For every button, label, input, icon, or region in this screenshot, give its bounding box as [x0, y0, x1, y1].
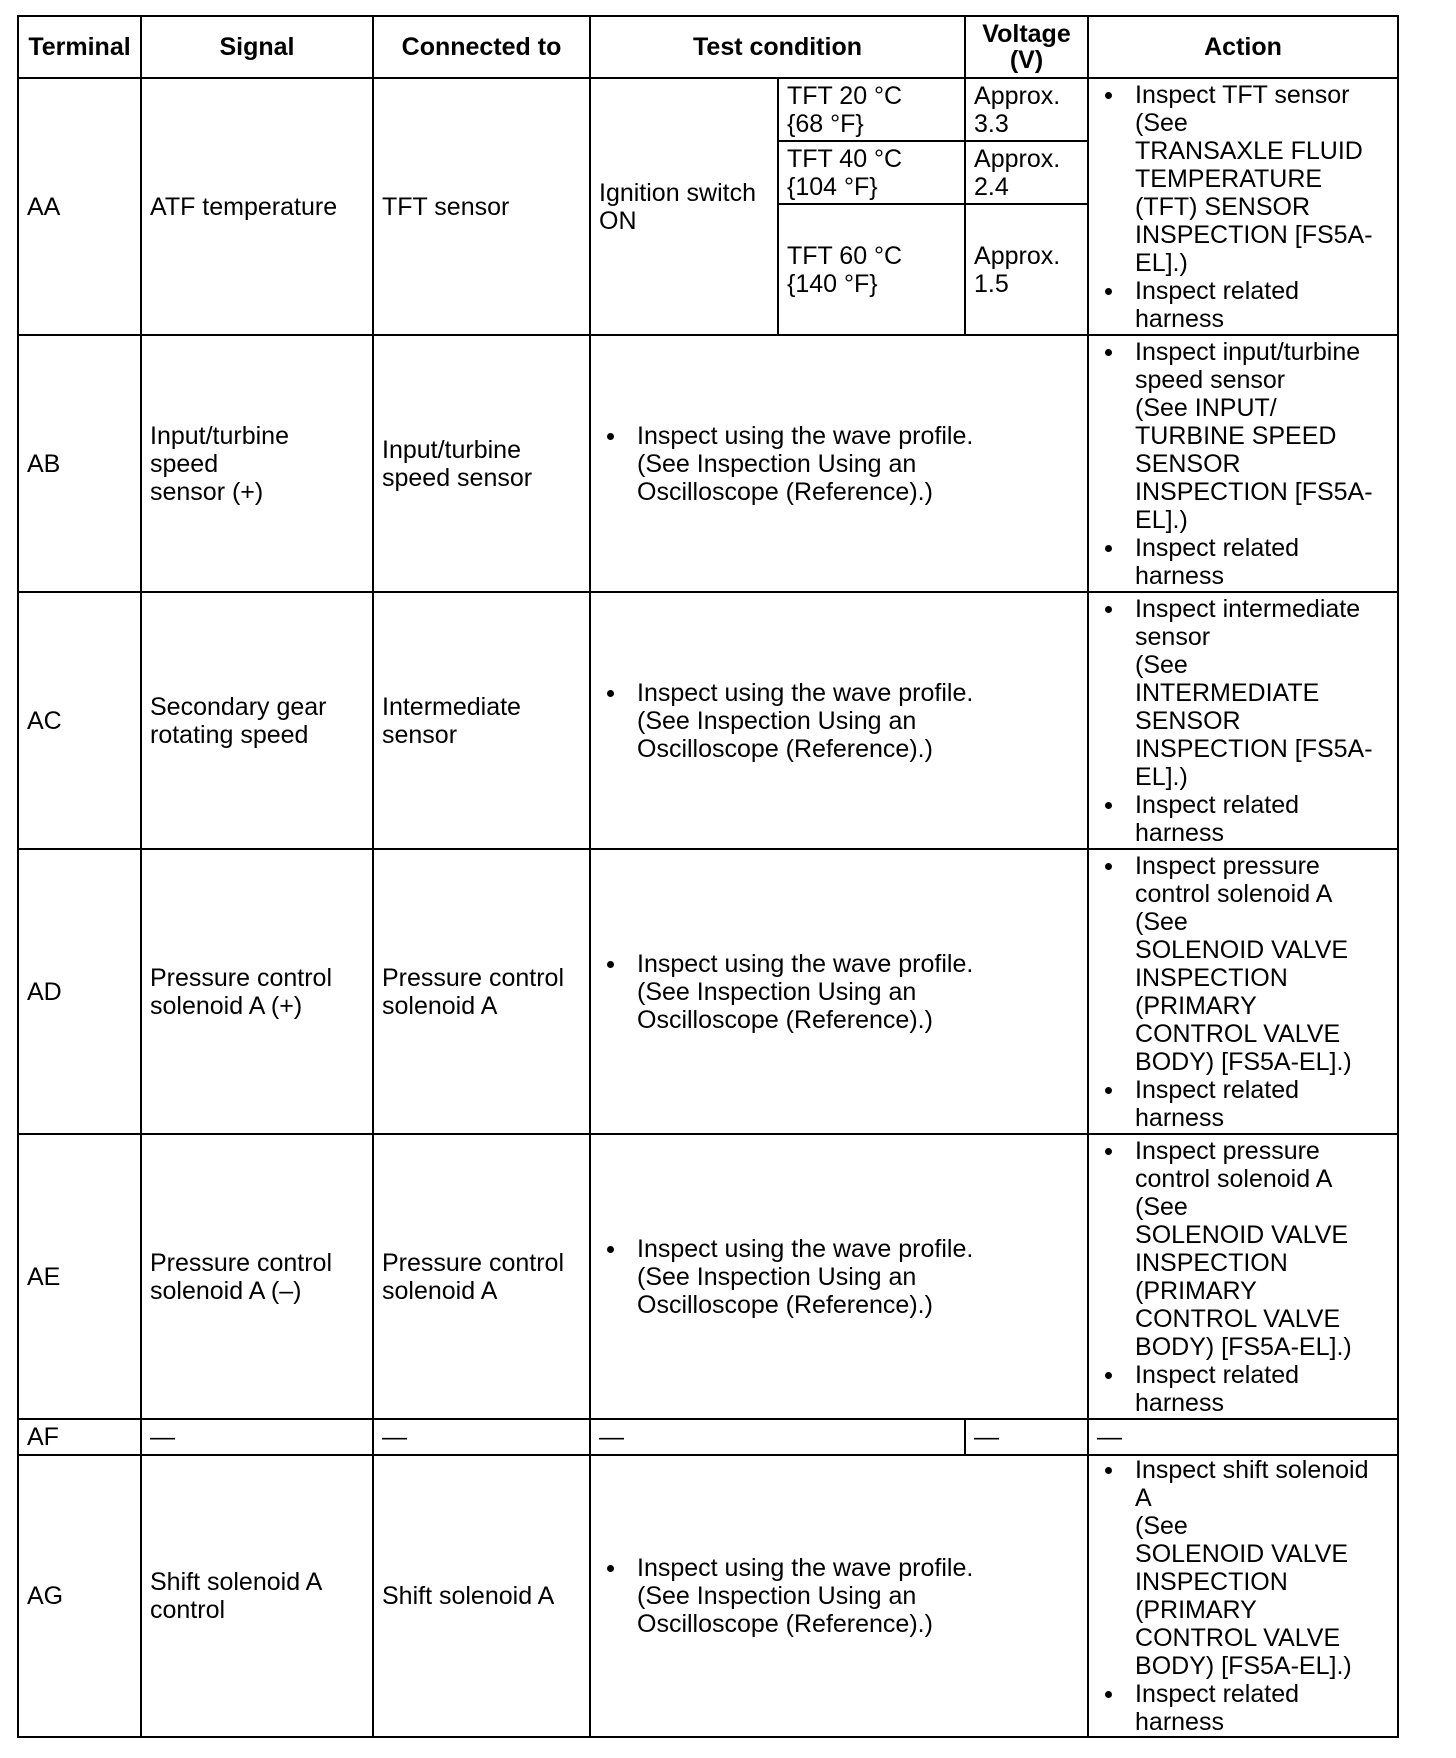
action-cell [1088, 78, 1398, 335]
terminal-cell: AC [18, 592, 141, 849]
signal-cell: Secondary gear rotating speed [141, 592, 373, 849]
signal-cell: Pressure control solenoid A (–) [141, 1134, 373, 1419]
test-condition-cell [590, 849, 1088, 1134]
header-row [18, 16, 1398, 78]
connected-to-cell: Intermediate sensor [373, 592, 590, 849]
action-item: Inspect related harness [1097, 1680, 1389, 1736]
action-cell [1088, 849, 1398, 1134]
action-item: Inspect related harness [1097, 534, 1389, 590]
test-condition-cell [590, 1455, 1088, 1737]
action-item: Inspect input/turbine speed sensor (See INPUT/ TURBINE SPEED SENSOR INSPECTION [FS5A- EL].) [1097, 338, 1389, 534]
condition-item: Inspect using the wave profile. (See Inspection Using an Oscilloscope (Reference).) [599, 1235, 1079, 1319]
signal-cell: Shift solenoid A control [141, 1455, 373, 1737]
signal-cell: Pressure control solenoid A (+) [141, 849, 373, 1134]
table-row [18, 335, 1398, 592]
connected-to-cell: TFT sensor [373, 78, 590, 335]
action-item: Inspect related harness [1097, 1361, 1389, 1417]
header-terminal: Terminal [18, 16, 141, 78]
terminal-cell: AB [18, 335, 141, 592]
header-signal: Signal [141, 16, 373, 78]
action-cell [1088, 1455, 1398, 1737]
action-item: Inspect intermediate sensor (See INTERMEDIATE SENSOR INSPECTION [FS5A- EL].) [1097, 595, 1389, 791]
connected-to-cell: Pressure control solenoid A [373, 849, 590, 1134]
terminal-cell: AD [18, 849, 141, 1134]
tft-condition-cell: TFT 20 °C {68 °F} [778, 78, 965, 141]
table-row [18, 1134, 1398, 1419]
terminal-spec-table [17, 15, 1399, 1738]
header-test-condition: Test condition [590, 16, 965, 78]
table-row [18, 1455, 1398, 1737]
action-item: Inspect related harness [1097, 277, 1389, 333]
action-cell [1088, 335, 1398, 592]
table-row [18, 78, 1398, 141]
header-connected-to: Connected to [373, 16, 590, 78]
signal-cell: ATF temperature [141, 78, 373, 335]
action-item: Inspect pressure control solenoid A (See SOLENOID VALVE INSPECTION (PRIMARY CONTROL VALVE BODY) [FS5A-EL].) [1097, 852, 1389, 1076]
connected-to-cell: — [373, 1419, 590, 1455]
test-condition-cell: — [590, 1419, 965, 1455]
test-condition-cell [590, 335, 1088, 592]
test-condition-cell: Ignition switch ON [590, 78, 778, 335]
terminal-cell: AG [18, 1455, 141, 1737]
connected-to-cell: Input/turbine speed sensor [373, 335, 590, 592]
terminal-cell: AA [18, 78, 141, 335]
action-item: Inspect pressure control solenoid A (See SOLENOID VALVE INSPECTION (PRIMARY CONTROL VALVE BODY) [FS5A-EL].) [1097, 1137, 1389, 1361]
connected-to-cell: Pressure control solenoid A [373, 1134, 590, 1419]
condition-item: Inspect using the wave profile. (See Inspection Using an Oscilloscope (Reference).) [599, 422, 1079, 506]
terminal-cell: AF [18, 1419, 141, 1455]
signal-cell: — [141, 1419, 373, 1455]
action-cell [1088, 592, 1398, 849]
tft-condition-cell: TFT 60 °C {140 °F} [778, 204, 965, 335]
action-item: Inspect related harness [1097, 791, 1389, 847]
header-voltage: Voltage (V) [965, 16, 1088, 78]
connected-to-cell: Shift solenoid A [373, 1455, 590, 1737]
condition-item: Inspect using the wave profile. (See Inspection Using an Oscilloscope (Reference).) [599, 679, 1079, 763]
table-row [18, 1419, 1398, 1455]
terminal-cell: AE [18, 1134, 141, 1419]
action-cell: — [1088, 1419, 1398, 1455]
voltage-cell: Approx. 1.5 [965, 204, 1088, 335]
condition-item: Inspect using the wave profile. (See Inspection Using an Oscilloscope (Reference).) [599, 1554, 1079, 1638]
test-condition-cell [590, 592, 1088, 849]
action-cell [1088, 1134, 1398, 1419]
condition-item: Inspect using the wave profile. (See Inspection Using an Oscilloscope (Reference).) [599, 950, 1079, 1034]
signal-cell: Input/turbine speed sensor (+) [141, 335, 373, 592]
test-condition-cell [590, 1134, 1088, 1419]
voltage-cell: Approx. 2.4 [965, 141, 1088, 204]
action-item: Inspect shift solenoid A (See SOLENOID VALVE INSPECTION (PRIMARY CONTROL VALVE BODY) [FS5A-EL].) [1097, 1456, 1389, 1680]
tft-condition-cell: TFT 40 °C {104 °F} [778, 141, 965, 204]
table-row [18, 592, 1398, 849]
action-item: Inspect related harness [1097, 1076, 1389, 1132]
header-action: Action [1088, 16, 1398, 78]
voltage-cell: Approx. 3.3 [965, 78, 1088, 141]
action-item: Inspect TFT sensor (See TRANSAXLE FLUID TEMPERATURE (TFT) SENSOR INSPECTION [FS5A- EL].) [1097, 81, 1389, 277]
table-row [18, 849, 1398, 1134]
voltage-cell: — [965, 1419, 1088, 1455]
